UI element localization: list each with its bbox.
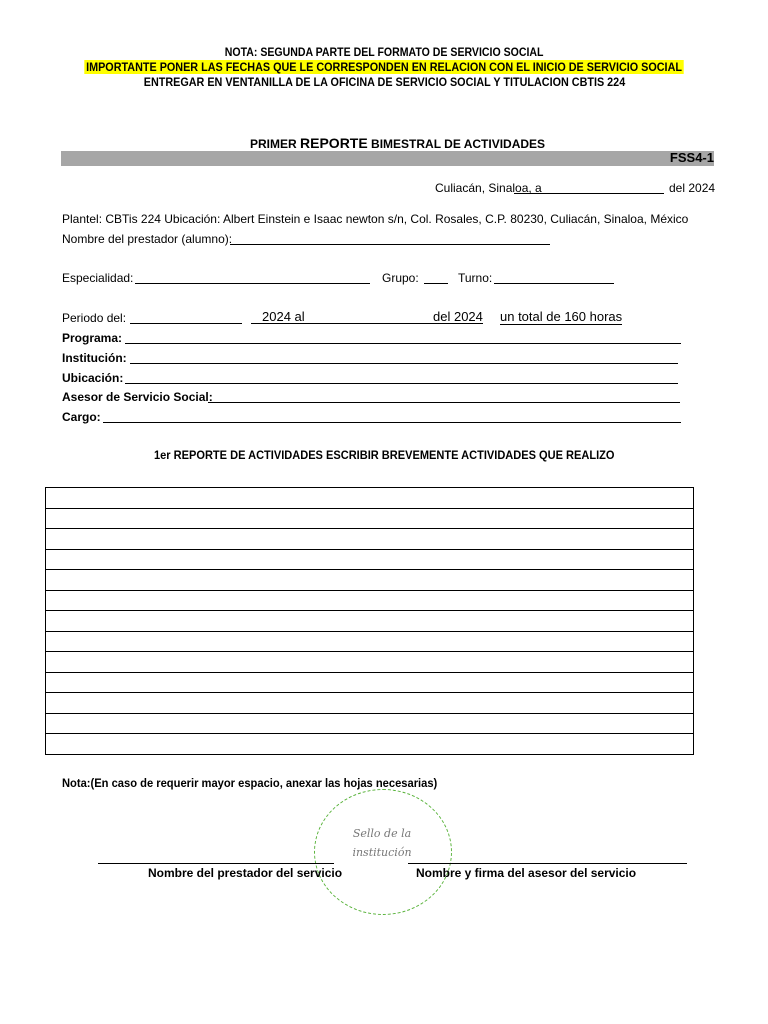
date-suffix: del 2024 [669, 181, 716, 195]
periodo-label: Periodo del: [62, 311, 127, 325]
asesor-signature-line[interactable] [408, 863, 687, 864]
activity-cell[interactable] [46, 693, 694, 714]
date-prefix: Culiacán, Sinaloa, a [435, 181, 542, 195]
turno-label: Turno: [458, 271, 493, 285]
activity-cell[interactable] [46, 488, 694, 509]
activity-cell[interactable] [46, 508, 694, 529]
important-note: IMPORTANTE PONER LAS FECHAS QUE LE CORRESPONDEN EN RELACION CON EL INICIO DE SERVICIO SOCIAL [86, 60, 682, 74]
institucion-label: Institución: [62, 351, 127, 365]
activity-cell[interactable] [46, 570, 694, 591]
stamp-text-line2: institución [352, 846, 412, 859]
programa-field[interactable] [125, 343, 681, 344]
grupo-label: Grupo: [382, 271, 419, 285]
delivery-instructions: ENTREGAR EN VENTANILLA DE LA OFICINA DE SERVICIO SOCIAL Y TITULACION CBTIS 224 [143, 75, 625, 89]
activity-cell[interactable] [46, 652, 694, 673]
activity-cell[interactable] [46, 549, 694, 570]
activity-row [46, 631, 694, 652]
activity-cell[interactable] [46, 734, 694, 755]
activity-cell[interactable] [46, 631, 694, 652]
activity-row [46, 549, 694, 570]
activity-row [46, 611, 694, 632]
cargo-label: Cargo: [62, 410, 101, 424]
footer-note: Nota:(En caso de requerir mayor espacio, anexar las hojas necesarias) [62, 776, 438, 790]
periodo-year-2: del 2024 [433, 309, 483, 324]
prestador-signature-line[interactable] [98, 863, 334, 864]
asesor-signature-label: Nombre y firma del asesor del servicio [416, 866, 637, 880]
ubicacion-field[interactable] [125, 383, 678, 384]
activity-row [46, 713, 694, 734]
periodo-start-field[interactable] [130, 323, 242, 324]
activity-row [46, 570, 694, 591]
report-title: PRIMER REPORTE BIMESTRAL DE ACTIVIDADES [250, 135, 546, 151]
asesor-label: Asesor de Servicio Social: [62, 390, 213, 404]
nombre-field[interactable] [230, 244, 550, 245]
activity-cell[interactable] [46, 672, 694, 693]
activities-table [45, 487, 694, 755]
especialidad-field[interactable] [135, 283, 370, 284]
plantel-info: Plantel: CBTis 224 Ubicación: Albert Einstein e Isaac newton s/n, Col. Rosales, C.P. 80230, Culiacán, Sinaloa, México [62, 212, 689, 226]
header-bar [61, 151, 714, 166]
activity-row [46, 488, 694, 509]
note-heading: NOTA: SEGUNDA PARTE DEL FORMATO DE SERVICIO SOCIAL [224, 45, 544, 59]
ubicacion-label: Ubicación: [62, 371, 124, 385]
periodo-total: un total de 160 horas [500, 309, 623, 324]
activity-cell[interactable] [46, 529, 694, 550]
activities-heading: 1er REPORTE DE ACTIVIDADES ESCRIBIR BREVEMENTE ACTIVIDADES QUE REALIZO [153, 448, 615, 462]
grupo-field[interactable] [424, 283, 448, 284]
asesor-field[interactable] [208, 402, 680, 403]
activity-row [46, 652, 694, 673]
activity-cell[interactable] [46, 611, 694, 632]
activity-row [46, 734, 694, 755]
prestador-signature-label: Nombre del prestador del servicio [148, 866, 343, 880]
activity-row [46, 529, 694, 550]
especialidad-label: Especialidad: [62, 271, 134, 285]
stamp-text-line1: Sello de la [352, 827, 412, 840]
activity-cell[interactable] [46, 590, 694, 611]
programa-label: Programa: [62, 331, 123, 345]
activity-row [46, 590, 694, 611]
institucion-field[interactable] [130, 363, 678, 364]
date-field[interactable] [514, 193, 664, 194]
activity-row [46, 693, 694, 714]
activity-row [46, 672, 694, 693]
cargo-field[interactable] [103, 422, 681, 423]
nombre-label: Nombre del prestador (alumno): [62, 232, 233, 246]
turno-field[interactable] [494, 283, 614, 284]
form-code: FSS4-1 [669, 150, 714, 165]
periodo-year-1: 2024 al [262, 309, 305, 324]
activity-row [46, 508, 694, 529]
activity-cell[interactable] [46, 713, 694, 734]
